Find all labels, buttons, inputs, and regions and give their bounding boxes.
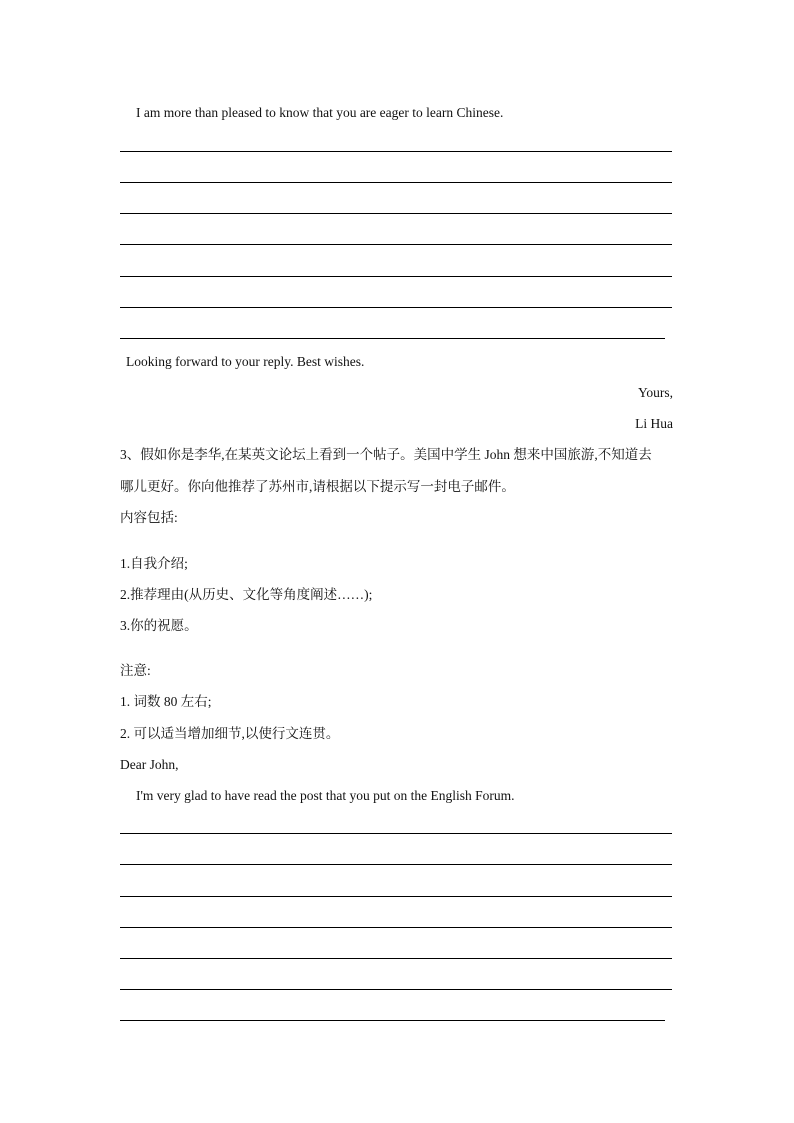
writing-line xyxy=(120,896,672,897)
letter2-intro: I'm very glad to have read the post that you put on the English Forum. xyxy=(136,788,515,803)
note-item: 2. 可以适当增加细节,以使行文连贯。 xyxy=(120,726,340,741)
writing-line xyxy=(120,864,672,865)
writing-line xyxy=(120,213,672,214)
letter2-greeting: Dear John, xyxy=(120,757,179,772)
writing-line xyxy=(120,338,665,339)
letter1-intro: I am more than pleased to know that you are eager to learn Chinese. xyxy=(136,105,504,120)
writing-line xyxy=(120,1020,665,1021)
writing-line xyxy=(120,182,672,183)
writing-line xyxy=(120,244,672,245)
content-item: 3.你的祝愿。 xyxy=(120,618,198,633)
content-item: 2.推荐理由(从历史、文化等角度阐述……); xyxy=(120,587,373,602)
task3-prompt-line1: 3、假如你是李华,在某英文论坛上看到一个帖子。美国中学生 John 想来中国旅游,不知道去 xyxy=(120,447,652,462)
writing-line xyxy=(120,307,672,308)
notes-heading: 注意: xyxy=(120,663,151,678)
task3-prompt-line2: 哪儿更好。你向他推荐了苏州市,请根据以下提示写一封电子邮件。 xyxy=(120,479,515,494)
writing-line xyxy=(120,958,672,959)
writing-line xyxy=(120,927,672,928)
note-item: 1. 词数 80 左右; xyxy=(120,694,212,709)
content-heading: 内容包括: xyxy=(120,510,178,525)
writing-line xyxy=(120,989,672,990)
letter1-signature: Li Hua xyxy=(635,416,673,431)
writing-line xyxy=(120,833,672,834)
letter1-signoff: Yours, xyxy=(637,385,673,400)
letter1-closing: Looking forward to your reply. Best wishes. xyxy=(126,354,365,369)
writing-line xyxy=(120,276,672,277)
writing-line xyxy=(120,151,672,152)
content-item: 1.自我介绍; xyxy=(120,556,188,571)
